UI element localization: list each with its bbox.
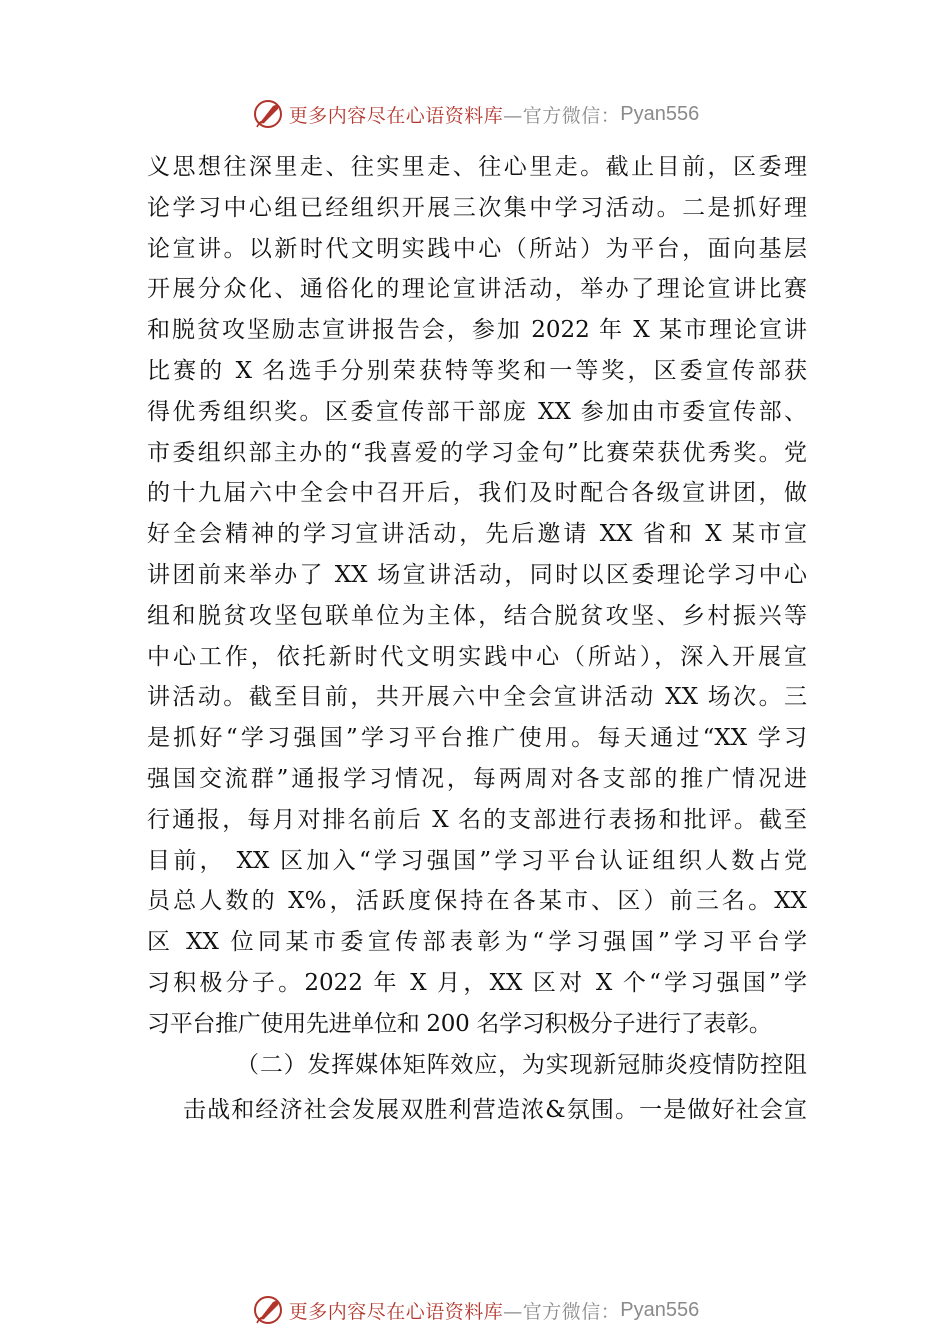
watermark-main-text: 更多内容尽在心语资料库 [288, 1300, 504, 1323]
body-line: 目前， XX 区加入“学习强国”学习平台认证组织人数占党 [147, 847, 807, 874]
body-line: 讲团前来举办了 XX 场宣讲活动，同时以区委理论学习中心 [147, 561, 807, 588]
quill-pen-logo-icon [251, 97, 285, 131]
body-paragraph [147, 147, 807, 1045]
body-line: 论宣讲。以新时代文明实践中心（所站）为平台，面向基层 [147, 235, 807, 262]
body-line: 中心工作，依托新时代文明实践中心（所站），深入开展宣 [147, 643, 807, 670]
body-line: 讲活动。截至目前，共开展六中全会宣讲活动 XX 场次。三 [147, 684, 807, 711]
body-line: 得优秀组织奖。区委宣传部干部庞 XX 参加由市委宣传部、 [147, 398, 807, 425]
body-line: 论学习中心组已经组织开展三次集中学习活动。二是抓好理 [147, 194, 807, 221]
quill-pen-logo-icon [251, 1293, 285, 1327]
body-line: 习积极分子。2022 年 X 月，XX 区对 X 个“学习强国”学 [147, 969, 807, 996]
watermark-account-text: Pyan556 [620, 1298, 700, 1321]
body-line: 区 XX 位同某市委宣传部表彰为“学习强国”学习平台学 [147, 929, 807, 956]
body-line: 员总人数的 X%，活跃度保持在各某市、区）前三名。XX [147, 888, 807, 915]
body-line: 行通报，每月对排名前后 X 名的支部进行表扬和批评。截至 [147, 806, 807, 833]
watermark-separator-text: —官方微信： [503, 104, 621, 127]
header-watermark [0, 94, 950, 134]
body-line: 的十九届六中全会中召开后，我们及时配合各级宣讲团，做 [147, 480, 807, 507]
body-line: 和脱贫攻坚励志宣讲报告会，参加 2022 年 X 某市理论宣讲 [147, 317, 807, 344]
section-heading-line-2: 击战和经济社会发展双胜利营造浓&氛围。一是做好社会宣 [183, 1097, 807, 1123]
body-line: 比赛的 X 名选手分别荣获特等奖和一等奖，区委宣传部获 [147, 357, 807, 384]
watermark-account-text: Pyan556 [620, 102, 700, 125]
watermark-main-text: 更多内容尽在心语资料库 [288, 104, 504, 127]
section-heading-line-1: （二）发挥媒体矩阵效应，为实现新冠肺炎疫情防控阻 [236, 1052, 807, 1078]
body-line: 开展分众化、通俗化的理论宣讲活动，举办了理论宣讲比赛 [147, 276, 807, 303]
body-line: 习平台推广使用先进单位和 200 名学习积极分子进行了表彰。 [147, 1010, 772, 1037]
body-line: 组和脱贫攻坚包联单位为主体，结合脱贫攻坚、乡村振兴等 [147, 602, 807, 629]
body-line: 是抓好“学习强国”学习平台推广使用。每天通过“XX 学习 [147, 725, 807, 752]
body-line: 义思想往深里走、往实里走、往心里走。截止目前，区委理 [147, 154, 807, 180]
body-line: 市委组织部主办的“我喜爱的学习金句”比赛荣获优秀奖。党 [147, 439, 807, 466]
body-line: 强国交流群”通报学习情况，每两周对各支部的推广情况进 [147, 765, 807, 792]
watermark-separator-text: —官方微信： [503, 1300, 621, 1323]
footer-watermark [0, 1290, 950, 1330]
body-line: 好全会精神的学习宣讲活动，先后邀请 XX 省和 X 某市宣 [147, 521, 807, 548]
